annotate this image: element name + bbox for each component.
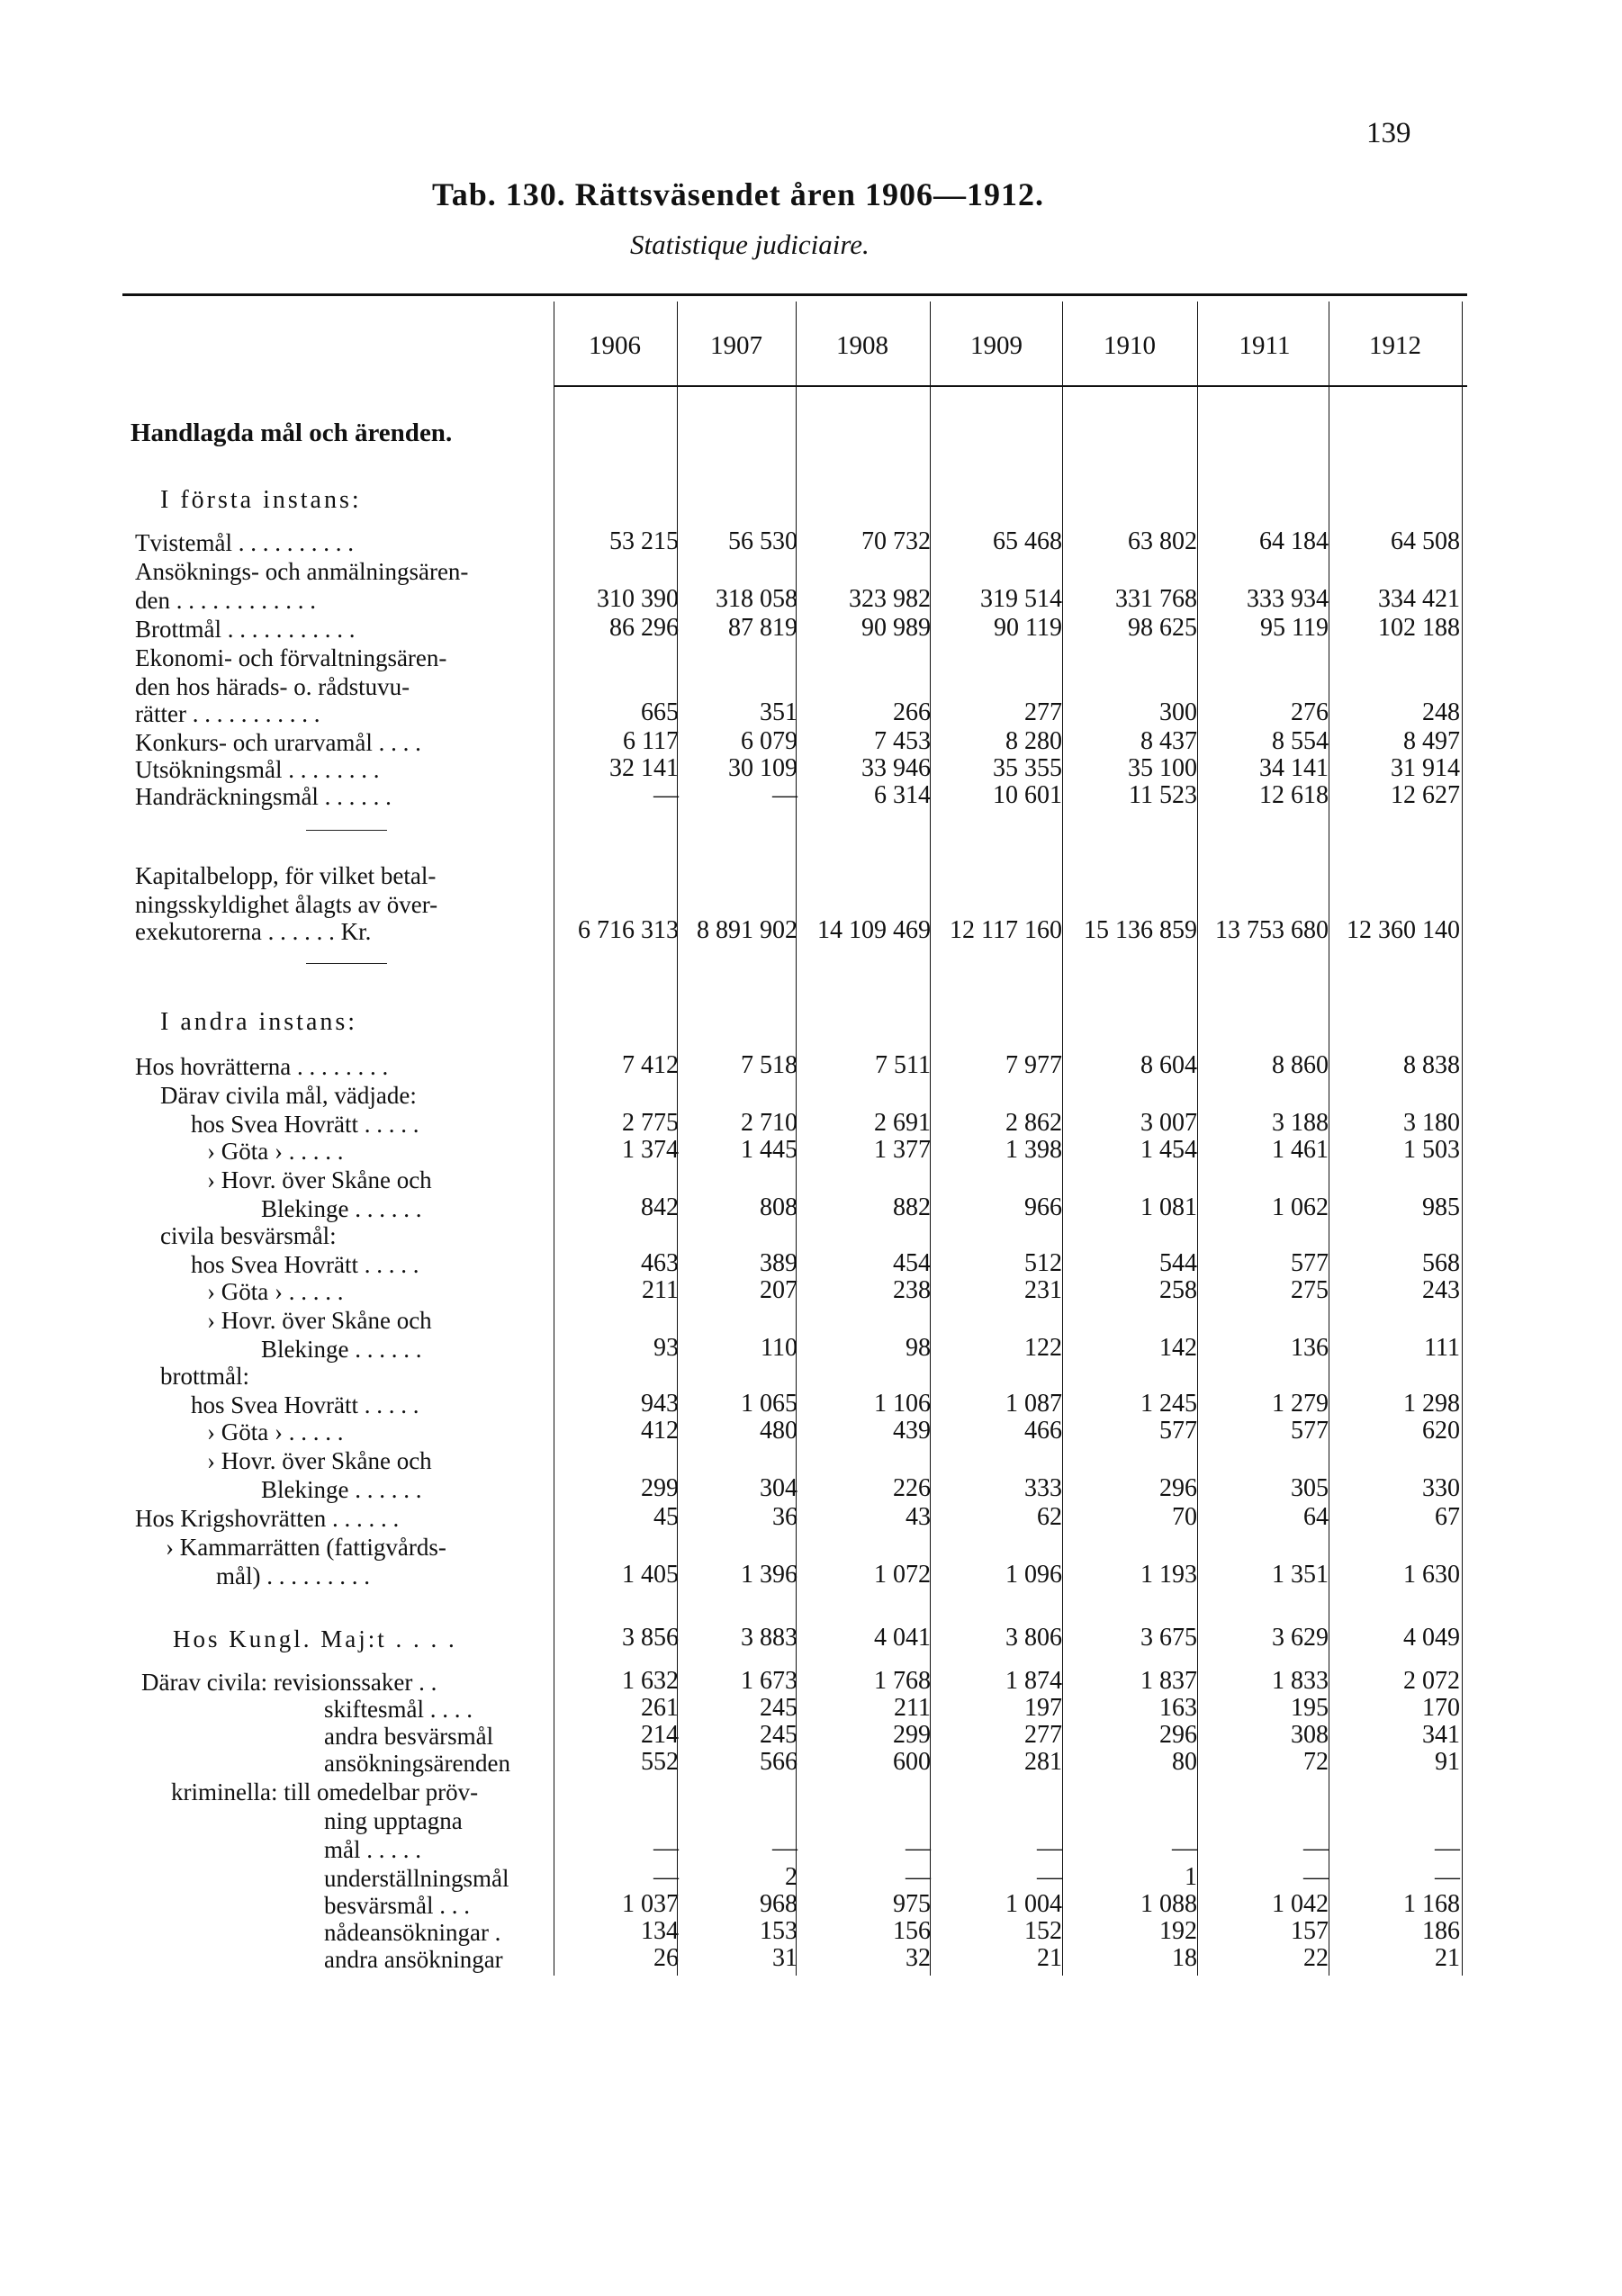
cell-1910: 63 802 <box>1128 527 1197 555</box>
cell-1907: 7 518 <box>741 1051 797 1079</box>
cell-1907: 968 <box>760 1890 797 1918</box>
cell-1912: 1 503 <box>1403 1136 1460 1164</box>
row-label-cont: mål . . . . . <box>324 1836 421 1863</box>
row-label: Hos hovrätterna . . . . . . . . <box>135 1053 389 1080</box>
row-label: Hos Krigshovrätten . . . . . . <box>135 1505 400 1532</box>
cell-1906: 211 <box>642 1276 679 1304</box>
cell-1912: 1 298 <box>1403 1390 1460 1418</box>
year-header: 1906 <box>589 331 641 360</box>
cell-1911: 577 <box>1291 1417 1329 1445</box>
cell-1906: 3 856 <box>622 1624 679 1652</box>
cell-1912: 2 072 <box>1403 1667 1460 1695</box>
cell-1909: 152 <box>1024 1917 1062 1945</box>
cell-1906: 412 <box>641 1417 679 1445</box>
cell-1910: 3 007 <box>1140 1109 1197 1137</box>
cell-1908: 6 314 <box>874 781 931 809</box>
cell-1909: 281 <box>1024 1748 1062 1776</box>
row-label-cont: exekutorerna . . . . . . Kr. <box>135 918 372 945</box>
cell-1912: 1 168 <box>1403 1890 1460 1918</box>
cell-1909: — <box>1037 1863 1062 1891</box>
cell-1912: 21 <box>1435 1944 1460 1972</box>
cell-1910: 1 245 <box>1140 1390 1197 1418</box>
cell-1906: 943 <box>641 1390 679 1418</box>
cell-1912: 248 <box>1422 698 1460 726</box>
cell-1907: 153 <box>760 1917 797 1945</box>
cell-1908: 238 <box>893 1276 931 1304</box>
cell-1910: 18 <box>1172 1944 1197 1972</box>
cell-1910: 577 <box>1159 1417 1197 1445</box>
row-label: Ekonomi- och förvaltningsären- <box>135 644 447 671</box>
cell-1910: 8 437 <box>1140 727 1197 755</box>
cell-1908: 266 <box>893 698 931 726</box>
cell-1912: 102 188 <box>1378 614 1460 642</box>
cell-1906: 45 <box>653 1503 679 1531</box>
cell-1911: 1 062 <box>1272 1193 1329 1221</box>
cell-1912: 1 630 <box>1403 1561 1460 1589</box>
cell-1909: 2 862 <box>1005 1109 1062 1137</box>
cell-1912: 243 <box>1422 1276 1460 1304</box>
cell-1912: 620 <box>1422 1417 1460 1445</box>
cell-1909: 231 <box>1024 1276 1062 1304</box>
cell-1906: 463 <box>641 1249 679 1277</box>
cell-1909: 319 514 <box>980 585 1062 613</box>
cell-1911: 3 188 <box>1272 1109 1329 1137</box>
column-divider <box>1197 302 1198 1976</box>
cell-1908: 1 072 <box>874 1561 931 1589</box>
cell-1911: 13 753 680 <box>1215 916 1329 944</box>
cell-1911: 1 042 <box>1272 1890 1329 1918</box>
cell-1910: 296 <box>1159 1721 1197 1749</box>
cell-1908: 454 <box>893 1249 931 1277</box>
cell-1911: 1 279 <box>1272 1390 1329 1418</box>
cell-1907: — <box>772 1834 797 1862</box>
cell-1909: 12 117 160 <box>950 916 1062 944</box>
cell-1909: 466 <box>1024 1417 1062 1445</box>
cell-1906: 1 374 <box>622 1136 679 1164</box>
row-label-cont: rätter . . . . . . . . . . . <box>135 700 320 727</box>
row-label-cont: den . . . . . . . . . . . . <box>135 587 316 614</box>
cell-1912: 111 <box>1424 1334 1460 1362</box>
cell-1910: 192 <box>1159 1917 1197 1945</box>
cell-1911: 333 934 <box>1247 585 1329 613</box>
cell-1908: 439 <box>893 1417 931 1445</box>
cell-1908: 43 <box>906 1503 931 1531</box>
cell-1910: 258 <box>1159 1276 1197 1304</box>
row-label: hos Svea Hovrätt . . . . . <box>191 1111 419 1138</box>
cell-1911: 64 184 <box>1259 527 1329 555</box>
section-heading: Handlagda mål och ärenden. <box>131 419 453 447</box>
cell-1911: 157 <box>1291 1917 1329 1945</box>
cell-1908: 600 <box>893 1748 931 1776</box>
cell-1906: 842 <box>641 1193 679 1221</box>
cell-1911: 8 860 <box>1272 1051 1329 1079</box>
cell-1908: 1 768 <box>874 1667 931 1695</box>
year-header: 1911 <box>1239 331 1291 360</box>
cell-1909: 1 087 <box>1005 1390 1062 1418</box>
cell-1911: 34 141 <box>1259 754 1329 782</box>
cell-1909: 197 <box>1024 1694 1062 1722</box>
cell-1912: 568 <box>1422 1249 1460 1277</box>
cell-1911: 1 351 <box>1272 1561 1329 1589</box>
cell-1907: 318 058 <box>716 585 797 613</box>
cell-1911: 275 <box>1291 1276 1329 1304</box>
cell-1909: 277 <box>1024 698 1062 726</box>
row-label-cont: Blekinge . . . . . . <box>261 1195 422 1222</box>
row-label-cont: Blekinge . . . . . . <box>261 1336 422 1363</box>
cell-1907: 2 <box>785 1863 797 1891</box>
column-divider <box>1062 302 1063 1976</box>
cell-1907: 8 891 902 <box>697 916 797 944</box>
row-label-cont: ning upptagna <box>324 1807 463 1834</box>
cell-1907: 566 <box>760 1748 797 1776</box>
cell-1906: 665 <box>641 698 679 726</box>
cell-1908: 975 <box>893 1890 931 1918</box>
cell-1907: 245 <box>760 1721 797 1749</box>
cell-1911: 308 <box>1291 1721 1329 1749</box>
cell-1910: 296 <box>1159 1474 1197 1502</box>
cell-1907: 1 445 <box>741 1136 797 1164</box>
cell-1909: 90 119 <box>994 614 1062 642</box>
row-label: brottmål: <box>160 1363 249 1390</box>
cell-1910: 11 523 <box>1129 781 1197 809</box>
cell-1911: 12 618 <box>1259 781 1329 809</box>
year-header: 1910 <box>1104 331 1156 360</box>
cell-1911: 64 <box>1303 1503 1329 1531</box>
cell-1907: 3 883 <box>741 1624 797 1652</box>
cell-1908: 1 106 <box>874 1390 931 1418</box>
cell-1908: 323 982 <box>849 585 931 613</box>
year-header: 1907 <box>710 331 762 360</box>
row-label: › Kammarrätten (fattigvårds- <box>166 1534 446 1561</box>
row-label: › Göta › . . . . . <box>207 1418 344 1445</box>
separator-short <box>306 963 387 964</box>
column-divider <box>1462 302 1463 1976</box>
cell-1906: 7 412 <box>622 1051 679 1079</box>
cell-1906: 53 215 <box>609 527 679 555</box>
cell-1906: 93 <box>653 1334 679 1362</box>
cell-1912: 985 <box>1422 1193 1460 1221</box>
row-label: hos Svea Hovrätt . . . . . <box>191 1251 419 1278</box>
year-header: 1909 <box>970 331 1023 360</box>
cell-1909: 35 355 <box>993 754 1062 782</box>
first-instance-heading: I första instans: <box>160 486 362 514</box>
cell-1908: — <box>906 1863 931 1891</box>
cell-1907: 304 <box>760 1474 797 1502</box>
cell-1908: 70 732 <box>861 527 931 555</box>
cell-1906: 552 <box>641 1748 679 1776</box>
cell-1911: 1 833 <box>1272 1667 1329 1695</box>
cell-1906: 2 775 <box>622 1109 679 1137</box>
cell-1911: 95 119 <box>1260 614 1329 642</box>
cell-1909: 65 468 <box>993 527 1062 555</box>
cell-1907: 351 <box>760 698 797 726</box>
cell-1909: — <box>1037 1834 1062 1862</box>
cell-1909: 62 <box>1037 1503 1062 1531</box>
row-label-cont: Blekinge . . . . . . <box>261 1476 422 1503</box>
cell-1911: 577 <box>1291 1249 1329 1277</box>
cell-1909: 21 <box>1037 1944 1062 1972</box>
row-label: underställningsmål <box>324 1865 509 1892</box>
cell-1909: 1 398 <box>1005 1136 1062 1164</box>
row-label: Därav civila mål, vädjade: <box>160 1082 417 1109</box>
cell-1912: 4 049 <box>1403 1624 1460 1652</box>
cell-1906: 134 <box>641 1917 679 1945</box>
year-header: 1912 <box>1369 331 1421 360</box>
cell-1911: 195 <box>1291 1694 1329 1722</box>
row-label: › Hovr. över Skåne och <box>207 1166 432 1193</box>
cell-1911: 1 461 <box>1272 1136 1329 1164</box>
cell-1907: 2 710 <box>741 1109 797 1137</box>
cell-1912: 8 497 <box>1403 727 1460 755</box>
cell-1909: 333 <box>1024 1474 1062 1502</box>
year-header: 1908 <box>836 331 888 360</box>
cell-1908: 2 691 <box>874 1109 931 1137</box>
row-label: skiftesmål . . . . <box>324 1696 473 1723</box>
cell-1912: — <box>1435 1834 1460 1862</box>
cell-1908: 7 511 <box>875 1051 931 1079</box>
table-subtitle: Statistique judiciaire. <box>630 229 870 260</box>
cell-1912: 334 421 <box>1378 585 1460 613</box>
cell-1911: — <box>1303 1834 1329 1862</box>
header-rule <box>554 385 1467 387</box>
cell-1906: 1 037 <box>622 1890 679 1918</box>
cell-1907: 6 079 <box>741 727 797 755</box>
cell-1909: 8 280 <box>1005 727 1062 755</box>
row-label: besvärsmål . . . <box>324 1892 470 1919</box>
cell-1910: 15 136 859 <box>1084 916 1197 944</box>
row-label: › Hovr. över Skåne och <box>207 1447 432 1474</box>
cell-1909: 7 977 <box>1005 1051 1062 1079</box>
row-label: Kapitalbelopp, för vilket betal- <box>135 862 437 889</box>
cell-1912: 12 360 140 <box>1347 916 1460 944</box>
row-label: nådeansökningar . <box>324 1919 501 1946</box>
cell-1907: 1 673 <box>741 1667 797 1695</box>
cell-1908: 1 377 <box>874 1136 931 1164</box>
cell-1906: 32 141 <box>609 754 679 782</box>
cell-1910: 1 454 <box>1140 1136 1197 1164</box>
cell-1906: 310 390 <box>597 585 679 613</box>
cell-1909: 1 874 <box>1005 1667 1062 1695</box>
cell-1908: 211 <box>894 1694 931 1722</box>
row-label-cont: mål) . . . . . . . . . <box>216 1562 370 1589</box>
second-instance-heading: I andra instans: <box>160 1008 358 1036</box>
row-label: Brottmål . . . . . . . . . . . <box>135 616 356 643</box>
cell-1912: 67 <box>1435 1503 1460 1531</box>
cell-1907: 30 109 <box>728 754 797 782</box>
row-label: › Göta › . . . . . <box>207 1138 344 1165</box>
cell-1910: 1 <box>1185 1863 1197 1891</box>
cell-1911: 136 <box>1291 1334 1329 1362</box>
cell-1907: 1 065 <box>741 1390 797 1418</box>
cell-1910: 70 <box>1172 1503 1197 1531</box>
cell-1906: 26 <box>653 1944 679 1972</box>
cell-1909: 1 096 <box>1005 1561 1062 1589</box>
cell-1910: 544 <box>1159 1249 1197 1277</box>
cell-1910: 3 675 <box>1140 1624 1197 1652</box>
cell-1909: 277 <box>1024 1721 1062 1749</box>
cell-1907: 480 <box>760 1417 797 1445</box>
row-label: ansökningsärenden <box>324 1750 510 1777</box>
cell-1910: 35 100 <box>1128 754 1197 782</box>
row-label: civila besvärsmål: <box>160 1222 337 1249</box>
row-label: Därav civila: revisionssaker . . <box>141 1669 437 1696</box>
cell-1912: 186 <box>1422 1917 1460 1945</box>
cell-1906: 6 117 <box>623 727 679 755</box>
cell-1906: 86 296 <box>609 614 679 642</box>
separator-short <box>306 830 387 831</box>
cell-1907: 110 <box>761 1334 797 1362</box>
cell-1907: 31 <box>772 1944 797 1972</box>
cell-1907: 389 <box>760 1249 797 1277</box>
cell-1911: 305 <box>1291 1474 1329 1502</box>
cell-1912: 12 627 <box>1391 781 1460 809</box>
cell-1910: 98 625 <box>1128 614 1197 642</box>
cell-1912: 341 <box>1422 1721 1460 1749</box>
cell-1912: — <box>1435 1863 1460 1891</box>
cell-1906: 1 405 <box>622 1561 679 1589</box>
cell-1907: 36 <box>772 1503 797 1531</box>
row-label: andra ansökningar <box>324 1946 503 1973</box>
row-label: andra besvärsmål <box>324 1723 494 1750</box>
cell-1911: 276 <box>1291 698 1329 726</box>
cell-1911: — <box>1303 1863 1329 1891</box>
cell-1908: 33 946 <box>861 754 931 782</box>
cell-1907: — <box>772 781 797 809</box>
cell-1911: 22 <box>1303 1944 1329 1972</box>
cell-1906: — <box>653 1834 679 1862</box>
cell-1906: 299 <box>641 1474 679 1502</box>
cell-1909: 1 004 <box>1005 1890 1062 1918</box>
cell-1906: 6 716 313 <box>578 916 679 944</box>
cell-1907: 207 <box>760 1276 797 1304</box>
cell-1907: 808 <box>760 1193 797 1221</box>
top-rule <box>122 293 1467 296</box>
cell-1906: 261 <box>641 1694 679 1722</box>
row-label-cont: ningsskyldighet ålagts av över- <box>135 891 438 918</box>
cell-1908: 882 <box>893 1193 931 1221</box>
cell-1911: 3 629 <box>1272 1624 1329 1652</box>
cell-1910: 142 <box>1159 1334 1197 1362</box>
cell-1907: 56 530 <box>728 527 797 555</box>
row-label-cont: den hos härads- o. rådstuvu- <box>135 673 410 700</box>
row-label: Tvistemål . . . . . . . . . . <box>135 529 354 556</box>
table-title: Tab. 130. Rättsväsendet åren 1906—1912. <box>432 176 1045 212</box>
cell-1910: 1 081 <box>1140 1193 1197 1221</box>
row-label: Utsökningsmål . . . . . . . . <box>135 756 380 783</box>
cell-1909: 512 <box>1024 1249 1062 1277</box>
cell-1910: 1 088 <box>1140 1890 1197 1918</box>
row-label: Konkurs- och urarvamål . . . . <box>135 729 421 756</box>
cell-1908: 90 989 <box>861 614 931 642</box>
cell-1911: 72 <box>1303 1748 1329 1776</box>
cell-1908: 14 109 469 <box>817 916 931 944</box>
cell-1910: 1 193 <box>1140 1561 1197 1589</box>
cell-1909: 10 601 <box>993 781 1062 809</box>
cell-1909: 966 <box>1024 1193 1062 1221</box>
cell-1908: 7 453 <box>874 727 931 755</box>
cell-1911: 8 554 <box>1272 727 1329 755</box>
cell-1907: 245 <box>760 1694 797 1722</box>
cell-1912: 31 914 <box>1391 754 1460 782</box>
cell-1906: — <box>653 1863 679 1891</box>
page-number: 139 <box>1366 117 1411 149</box>
cell-1908: 98 <box>906 1334 931 1362</box>
cell-1912: 91 <box>1435 1748 1460 1776</box>
cell-1910: 80 <box>1172 1748 1197 1776</box>
cell-1912: 8 838 <box>1403 1051 1460 1079</box>
row-label: Ansöknings- och anmälningsären- <box>135 558 469 585</box>
row-label: Hos Kungl. Maj:t . . . . <box>173 1625 457 1652</box>
cell-1912: 3 180 <box>1403 1109 1460 1137</box>
cell-1912: 330 <box>1422 1474 1460 1502</box>
row-label: › Göta › . . . . . <box>207 1278 344 1305</box>
row-label: Handräckningsmål . . . . . . <box>135 783 392 810</box>
cell-1910: 331 768 <box>1115 585 1197 613</box>
cell-1907: 1 396 <box>741 1561 797 1589</box>
cell-1910: 1 837 <box>1140 1667 1197 1695</box>
cell-1908: 299 <box>893 1721 931 1749</box>
row-label: kriminella: till omedelbar pröv- <box>171 1778 479 1805</box>
cell-1912: 170 <box>1422 1694 1460 1722</box>
row-label: hos Svea Hovrätt . . . . . <box>191 1391 419 1418</box>
cell-1909: 3 806 <box>1005 1624 1062 1652</box>
cell-1908: 156 <box>893 1917 931 1945</box>
cell-1910: 163 <box>1159 1694 1197 1722</box>
cell-1910: 8 604 <box>1140 1051 1197 1079</box>
cell-1908: — <box>906 1834 931 1862</box>
cell-1906: 1 632 <box>622 1667 679 1695</box>
cell-1909: 122 <box>1024 1334 1062 1362</box>
cell-1910: 300 <box>1159 698 1197 726</box>
cell-1906: — <box>653 781 679 809</box>
cell-1908: 4 041 <box>874 1624 931 1652</box>
cell-1906: 214 <box>641 1721 679 1749</box>
cell-1908: 226 <box>893 1474 931 1502</box>
row-label: › Hovr. över Skåne och <box>207 1307 432 1334</box>
cell-1908: 32 <box>906 1944 931 1972</box>
cell-1912: 64 508 <box>1391 527 1460 555</box>
cell-1910: — <box>1172 1834 1197 1862</box>
cell-1907: 87 819 <box>728 614 797 642</box>
